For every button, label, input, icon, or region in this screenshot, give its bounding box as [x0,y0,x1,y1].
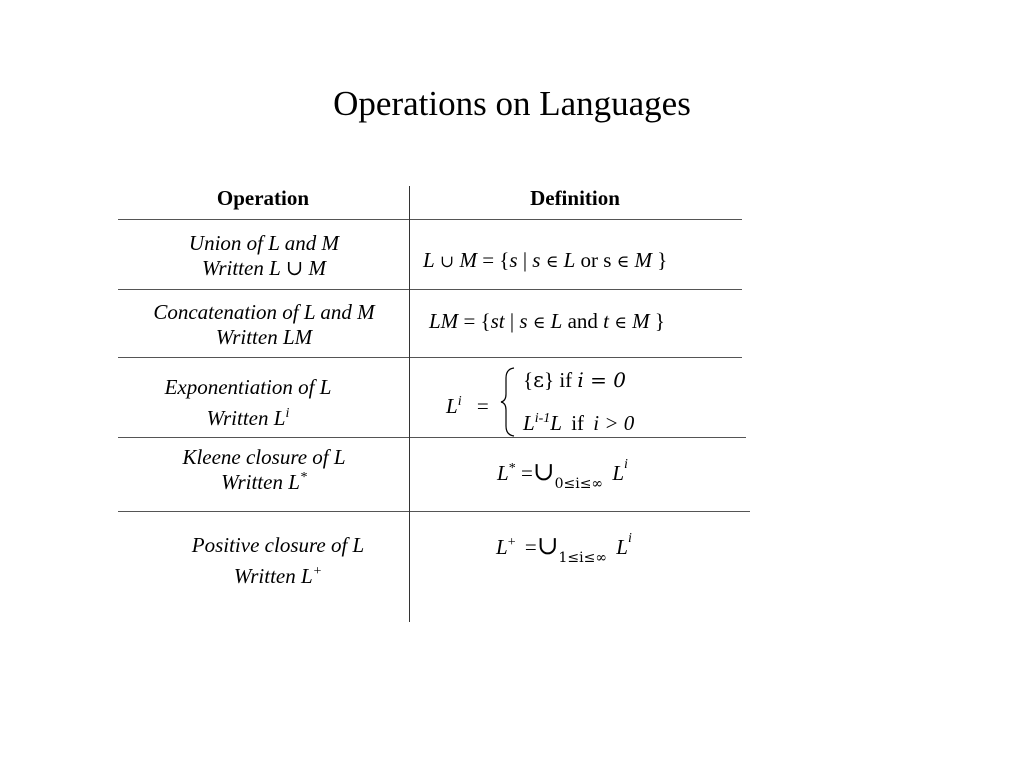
row-divider-2 [118,357,742,358]
kleene-name: Kleene closure of L [182,445,346,469]
cases-brace-icon [500,366,518,438]
exponentiation-written: Written $L^i$ [206,406,290,430]
exponentiation-case-zero: {ε} if i = 0 [523,368,626,392]
exponentiation-case-positive: $L^{i-1}L$ if i > 0 [523,411,635,435]
concatenation-name: Concatenation of L and M [153,300,375,324]
union-operation [114,231,414,281]
exponentiation-operation [98,372,398,434]
concatenation-definition: LM = {st | s ∈ L and t ∈ M } [429,309,665,333]
kleene-written: Written L* [221,470,307,494]
row-divider-1 [118,289,742,290]
header-divider [118,219,742,220]
union-definition: L ∪ M = {s | s ∈ L or s ∈ M } [423,248,668,272]
concatenation-operation [114,300,414,350]
header-definition: Definition [530,186,620,210]
exponentiation-lhs: $L^i$ = [446,394,489,418]
kleene-operation [114,445,414,495]
concatenation-written: Written LM [215,325,313,349]
positive-closure-written: Written L+ [233,564,323,588]
row-divider-4 [118,511,750,512]
row-divider-3 [118,437,746,438]
union-name: Union of L and M [188,231,340,255]
positive-closure-definition: $L^+ =\cup_{1\le i\le\infty}$ $L^i$ [496,531,632,566]
union-written: Written L ∪ M [202,256,326,280]
kleene-definition: $L^* =\cup_{0\le i\le\infty}$ $L^i$ [497,457,628,492]
header-operation: Operation [216,186,310,210]
slide-title: Operations on Languages [333,84,691,123]
positive-closure-name: Positive closure of L [191,533,365,557]
exponentiation-name: Exponentiation of L [164,375,332,399]
positive-closure-operation [128,530,428,592]
